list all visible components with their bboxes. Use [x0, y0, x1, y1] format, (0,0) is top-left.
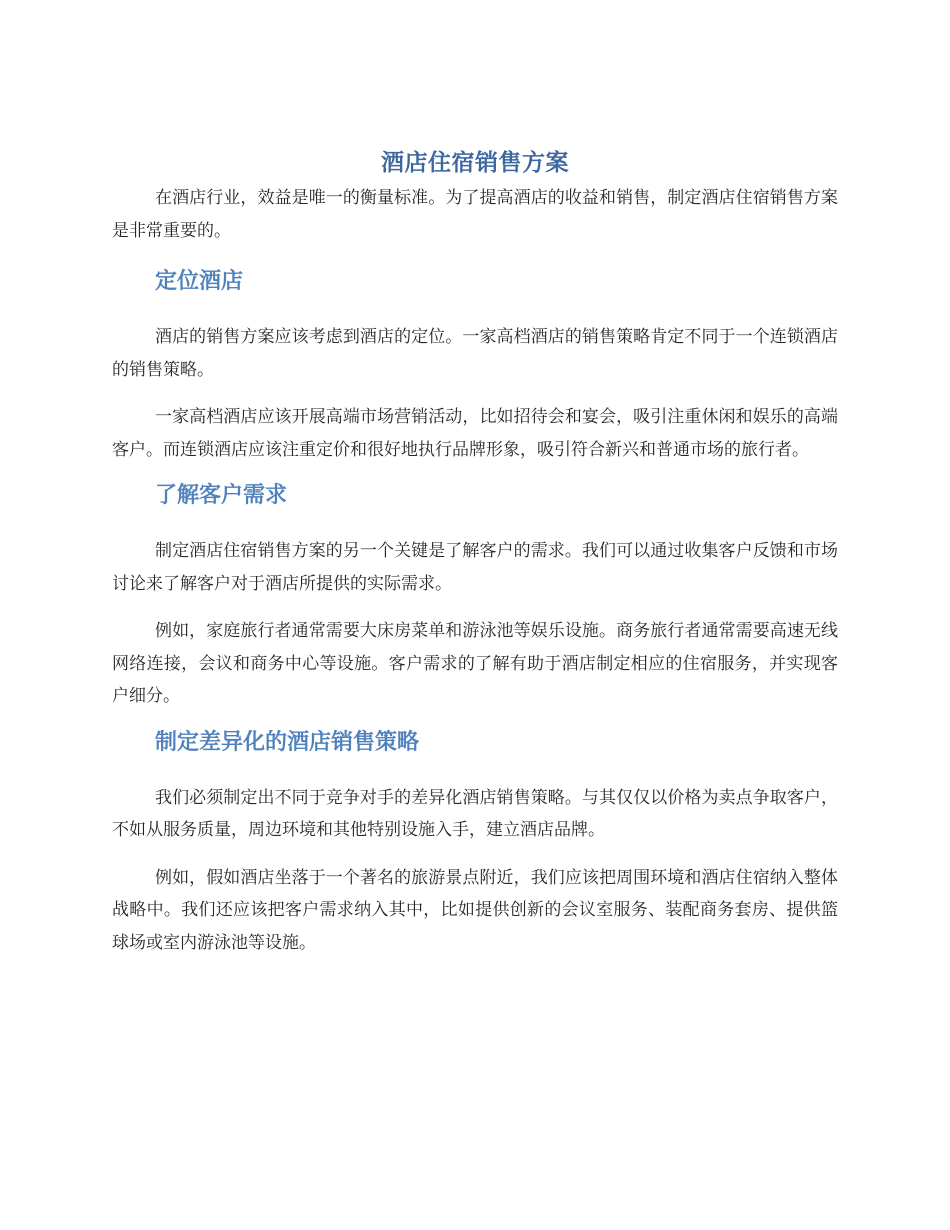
section-heading: 定位酒店 [155, 269, 244, 294]
document-body [112, 146, 838, 959]
body-paragraph: 一家高档酒店应该开展高端市场营销活动，比如招待会和宴会，吸引注重休闲和娱乐的高端客户。而连锁酒店应该注重定价和很好地执行品牌形象，吸引符合新兴和普通市场的旅行者。 [112, 407, 838, 460]
body-paragraph: 例如，家庭旅行者通常需要大床房菜单和游泳池等娱乐设施。商务旅行者通常需要高速无线网络连接，会议和商务中心等设施。客户需求的了解有助于酒店制定相应的住宿服务，并实现客户细分。 [112, 621, 838, 706]
body-paragraph: 制定酒店住宿销售方案的另一个关键是了解客户的需求。我们可以通过收集客户反馈和市场讨论来了解客户对于酒店所提供的实际需求。 [112, 541, 838, 594]
body-paragraph: 例如，假如酒店坐落于一个著名的旅游景点附近，我们应该把周围环境和酒店住宿纳入整体战略中。我们还应该把客户需求纳入其中，比如提供创新的会议室服务、装配商务套房、提供篮球场或室内游泳池等设施。 [112, 867, 838, 953]
intro-paragraph: 在酒店行业，效益是唯一的衡量标准。为了提高酒店的收益和销售，制定酒店住宿销售方案是非常重要的。 [112, 188, 838, 241]
document-title: 酒店住宿销售方案 [381, 150, 569, 176]
section-differentiation [112, 728, 838, 960]
body-paragraph: 酒店的销售方案应该考虑到酒店的定位。一家高档酒店的销售策略肯定不同于一个连锁酒店的销售策略。 [112, 327, 838, 380]
section-positioning [112, 267, 838, 466]
body-paragraph: 我们必须制定出不同于竞争对手的差异化酒店销售策略。与其仅仅以价格为卖点争取客户，不如从服务质量，周边环境和其他特别设施入手，建立酒店品牌。 [112, 787, 838, 840]
section-heading: 制定差异化的酒店销售策略 [155, 729, 420, 755]
section-customer-needs [112, 481, 838, 713]
section-heading: 了解客户需求 [155, 483, 288, 508]
